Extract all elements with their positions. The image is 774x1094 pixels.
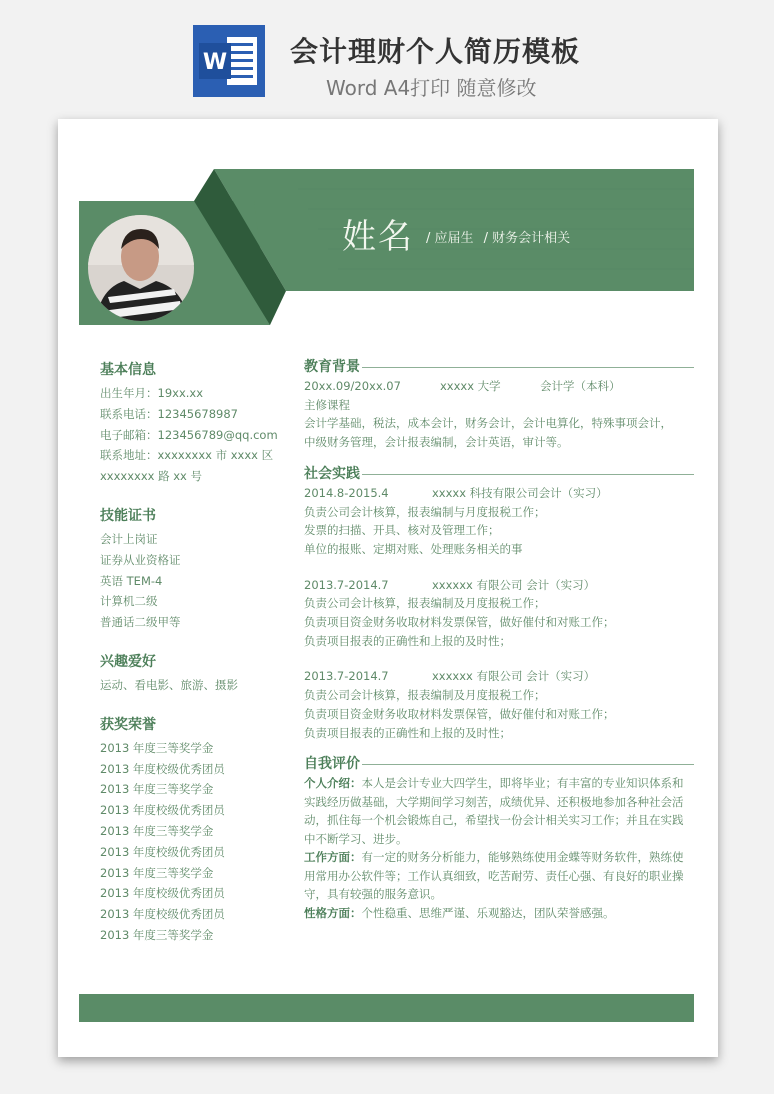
practice-section bbox=[304, 464, 694, 742]
job-entry bbox=[304, 484, 694, 559]
self-intro-label: 个人介绍： bbox=[304, 776, 362, 791]
job-duty: 负责项目资金财务收取材料发票保管，做好催付和对账工作； bbox=[304, 615, 615, 630]
list-item: 2013 年度三等奖学金 bbox=[100, 927, 214, 942]
course-label: 主修课程 bbox=[304, 397, 350, 412]
list-item: 2013 年度校级优秀团员 bbox=[100, 886, 225, 901]
candidate-tagline bbox=[426, 227, 576, 246]
section-divider bbox=[362, 367, 694, 368]
section-title: 获奖荣誉 bbox=[100, 716, 156, 733]
list-item: 2013 年度校级优秀团员 bbox=[100, 907, 225, 922]
section-title: 基本信息 bbox=[100, 362, 156, 378]
job-date: 2014.8-2015.4 bbox=[304, 485, 389, 500]
basic-info-section bbox=[100, 359, 280, 487]
job-duty: 负责项目资金财务收取材料发票保管，做好催付和对账工作； bbox=[304, 706, 615, 721]
self-work-text: 有一定的财务分析能力，能够熟练使用金蝶等财务软件，熟练使用常用办公软件等；工作认真细致，吃苦耐劳、责任心强、有良好的职业操守，具有较强的服务意识。 bbox=[304, 850, 684, 902]
list-item: 运动、看电影、旅游、摄影 bbox=[100, 677, 238, 692]
list-item: 2013 年度三等奖学金 bbox=[100, 782, 214, 797]
awards-section bbox=[100, 714, 280, 946]
section-title bbox=[304, 464, 694, 484]
education-major: 会计学（本科） bbox=[540, 379, 621, 393]
job-company: xxxxxx 有限公司 会计（实习） bbox=[432, 577, 596, 592]
list-item: 2013 年度校级优秀团员 bbox=[100, 844, 225, 859]
job-company: xxxxxx 有限公司 会计（实习） bbox=[432, 669, 596, 684]
job-entry bbox=[304, 576, 694, 651]
section-title-text: 社会实践 bbox=[304, 465, 360, 482]
job-duty: 负责项目报表的正确性和上报的及时性； bbox=[304, 725, 511, 740]
section-title: 技能证书 bbox=[100, 507, 156, 524]
section-title bbox=[304, 754, 694, 774]
section-title: 兴趣爱好 bbox=[100, 653, 156, 670]
list-item: 电子邮箱：123456789@qq.com bbox=[100, 427, 278, 442]
top-banner bbox=[0, 0, 774, 110]
job-duty: 负责项目报表的正确性和上报的及时性； bbox=[304, 633, 511, 648]
list-item: 出生年月：19xx.xx bbox=[100, 386, 204, 400]
list-item: 普通话二级甲等 bbox=[100, 615, 181, 630]
list-item: 2013 年度三等奖学金 bbox=[100, 865, 214, 880]
job-duty: 发票的扫描、开具、核对及管理工作； bbox=[304, 523, 500, 538]
tag-status: / 应届生 bbox=[426, 231, 474, 246]
job-date: 2013.7-2014.7 bbox=[304, 577, 389, 592]
self-character-label: 性格方面： bbox=[304, 905, 362, 920]
list-item: 联系地址：xxxxxxxx 市 xxxx 区 bbox=[100, 448, 274, 463]
job-duty: 负责公司会计核算，报表编制及月度报税工作； bbox=[304, 596, 546, 611]
list-item: 2013 年度校级优秀团员 bbox=[100, 803, 225, 818]
self-character-text: 个性稳重、思维严谨、乐观豁达，团队荣誉感强。 bbox=[361, 905, 615, 920]
right-column bbox=[304, 357, 694, 922]
list-item: 计算机二级 bbox=[100, 594, 158, 609]
job-header bbox=[304, 576, 694, 595]
job-header bbox=[304, 667, 694, 686]
tag-field: / 财务会计相关 bbox=[483, 231, 571, 246]
education-school: xxxxx 大学 bbox=[440, 379, 501, 393]
self-work-label: 工作方面： bbox=[304, 850, 362, 865]
resume-page bbox=[58, 119, 718, 1057]
education-date: 20xx.09/20xx.07 bbox=[304, 379, 401, 393]
self-character bbox=[304, 904, 694, 923]
section-title bbox=[304, 357, 694, 377]
list-item: 联系电话：12345678987 bbox=[100, 406, 238, 421]
skills-section bbox=[100, 505, 280, 633]
self-evaluation-section bbox=[304, 754, 694, 922]
banner-title: 会计理财个人简历模板 bbox=[290, 35, 581, 68]
candidate-name: 姓名 bbox=[342, 217, 414, 257]
hobbies-section bbox=[100, 651, 280, 696]
job-date: 2013.7-2014.7 bbox=[304, 669, 389, 684]
list-item: 2013 年度校级优秀团员 bbox=[100, 761, 225, 776]
course-list: 中级财务管理，会计报表编制，会计英语，审计等。 bbox=[304, 435, 569, 450]
word-icon-letter: W bbox=[202, 50, 228, 75]
job-header bbox=[304, 484, 694, 503]
job-duty: 负责公司会计核算，报表编制及月度报税工作； bbox=[304, 688, 546, 703]
list-item: 2013 年度三等奖学金 bbox=[100, 823, 214, 838]
banner-subtitle: Word A4打印 随意修改 bbox=[326, 76, 537, 100]
footer-bar bbox=[79, 994, 694, 1022]
section-title-text: 自我评价 bbox=[304, 756, 360, 773]
section-divider bbox=[362, 764, 694, 765]
left-column bbox=[100, 359, 280, 964]
job-entry bbox=[304, 667, 694, 742]
course-list: 会计学基础，税法，成本会计，财务会计，会计电算化，特殊事项会计， bbox=[304, 416, 672, 431]
job-company: xxxxx 科技有限公司会计（实习） bbox=[432, 485, 608, 500]
self-intro bbox=[304, 774, 694, 848]
list-item: 2013 年度三等奖学金 bbox=[100, 740, 214, 755]
list-item: 证券从业资格证 bbox=[100, 552, 181, 567]
list-item: 英语 TEM-4 bbox=[100, 573, 163, 588]
job-duty: 负责公司会计核算，报表编制与月度报税工作； bbox=[304, 504, 546, 519]
profile-photo bbox=[88, 215, 194, 321]
section-title-text: 教育背景 bbox=[304, 359, 360, 375]
self-intro-text: 本人是会计专业大四学生，即将毕业；有丰富的专业知识体系和实践经历做基础，大学期间学习刻苦，成绩优异、还积极地参加各种社会活动，抓住每一个机会锻炼自己，希望找一份会计相关实习工作；并且在实践中不断学习、进步。 bbox=[304, 776, 684, 846]
section-divider bbox=[362, 474, 694, 475]
job-duty: 单位的报账、定期对账、处理账务相关的事 bbox=[304, 541, 523, 556]
self-work bbox=[304, 848, 694, 904]
education-row bbox=[304, 377, 694, 396]
education-section bbox=[304, 357, 694, 452]
list-item: xxxxxxxx 路 xx 号 bbox=[100, 469, 203, 484]
list-item: 会计上岗证 bbox=[100, 531, 158, 546]
word-icon bbox=[193, 25, 265, 97]
